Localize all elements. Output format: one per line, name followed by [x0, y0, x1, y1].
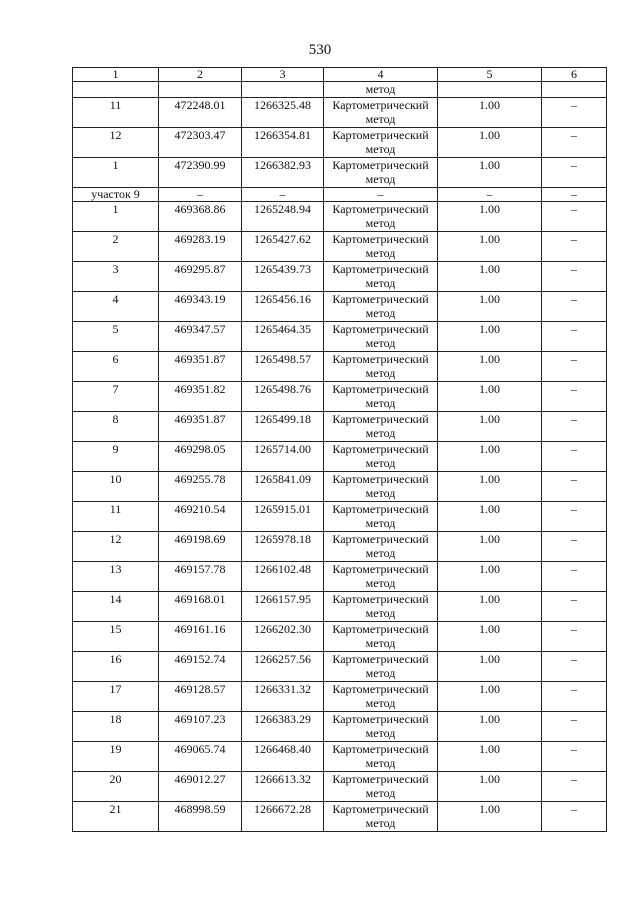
point-number: 21 [73, 802, 159, 832]
accuracy-cell: 1.00 [438, 322, 542, 352]
point-number: 3 [73, 262, 159, 292]
method-line-1: Картометрический [332, 322, 429, 336]
method-line-2: метод [365, 216, 396, 230]
method-cell [324, 128, 438, 158]
table-row [73, 202, 607, 232]
method-line-2: метод [365, 112, 396, 126]
point-number: 14 [73, 592, 159, 622]
method-line-2: метод [365, 366, 396, 380]
note-cell: – [542, 712, 607, 742]
method-line-2: метод [365, 246, 396, 260]
method-cell [324, 622, 438, 652]
table-row [73, 232, 607, 262]
table-row [73, 158, 607, 188]
method-cell [324, 532, 438, 562]
table-row [73, 682, 607, 712]
method-cell [324, 158, 438, 188]
method-line-2: метод [365, 786, 396, 800]
method-line-2: метод [365, 336, 396, 350]
point-number: 1 [73, 158, 159, 188]
method-line-1: Картометрический [332, 128, 429, 142]
table-row [73, 98, 607, 128]
method-line-1: Картометрический [332, 712, 429, 726]
accuracy-cell: 1.00 [438, 382, 542, 412]
coordinate-x: 469157.78 [159, 562, 242, 592]
accuracy-cell: 1.00 [438, 802, 542, 832]
table-row [73, 382, 607, 412]
method-line-1: Картометрический [332, 352, 429, 366]
table-row [73, 472, 607, 502]
table-row [73, 592, 607, 622]
table-row [73, 802, 607, 832]
method-line-1: Картометрический [332, 622, 429, 636]
coordinate-x: 469368.86 [159, 202, 242, 232]
coordinate-y: 1266468.40 [242, 742, 324, 772]
coordinate-y: 1265978.18 [242, 532, 324, 562]
coordinate-y: 1265439.73 [242, 262, 324, 292]
note-cell: – [542, 128, 607, 158]
note-cell: – [542, 562, 607, 592]
method-line-2: метод [365, 576, 396, 590]
table-row [73, 352, 607, 382]
table-row [73, 128, 607, 158]
coordinate-y: 1265915.01 [242, 502, 324, 532]
method-cell [324, 802, 438, 832]
method-line-1: Картометрический [332, 292, 429, 306]
accuracy-cell: 1.00 [438, 472, 542, 502]
coordinate-y: 1266325.48 [242, 98, 324, 128]
method-cell [324, 592, 438, 622]
method-cell [324, 292, 438, 322]
coordinate-y: 1265456.16 [242, 292, 324, 322]
coordinate-y: 1265498.57 [242, 352, 324, 382]
note-cell: – [542, 802, 607, 832]
coordinate-x: 472390.99 [159, 158, 242, 188]
method-line-2: метод [365, 486, 396, 500]
coordinate-x: 469065.74 [159, 742, 242, 772]
method-cell [324, 652, 438, 682]
column-number-row [73, 68, 607, 82]
note-cell: – [542, 502, 607, 532]
coordinate-x: 469161.16 [159, 622, 242, 652]
coordinate-y: 1265248.94 [242, 202, 324, 232]
note-cell: – [542, 682, 607, 712]
method-cell [324, 202, 438, 232]
point-number: 1 [73, 202, 159, 232]
section-dash: – [242, 188, 324, 202]
note-cell: – [542, 158, 607, 188]
note-cell: – [542, 292, 607, 322]
point-number: 10 [73, 472, 159, 502]
coordinate-x: 469283.19 [159, 232, 242, 262]
method-line-2: метод [365, 816, 396, 830]
coordinate-y: 1265499.18 [242, 412, 324, 442]
coordinate-y: 1265427.62 [242, 232, 324, 262]
section-dash: – [159, 188, 242, 202]
method-cell [324, 742, 438, 772]
point-number: 7 [73, 382, 159, 412]
column-number: 3 [242, 68, 324, 82]
coordinate-x: 469343.19 [159, 292, 242, 322]
point-number: 17 [73, 682, 159, 712]
section-label: участок 9 [73, 188, 159, 202]
method-cell [324, 472, 438, 502]
coordinate-y: 1265464.35 [242, 322, 324, 352]
method-line-2: метод [365, 666, 396, 680]
coordinate-x: 469012.27 [159, 772, 242, 802]
method-line-1: Картометрический [332, 562, 429, 576]
point-number: 9 [73, 442, 159, 472]
accuracy-cell: 1.00 [438, 562, 542, 592]
method-line-1: Картометрический [332, 682, 429, 696]
empty-cell [159, 82, 242, 98]
point-number: 2 [73, 232, 159, 262]
method-line-2: метод [365, 172, 396, 186]
method-line-1: Картометрический [332, 382, 429, 396]
coordinate-x: 469198.69 [159, 532, 242, 562]
coordinate-x: 469295.87 [159, 262, 242, 292]
note-cell: – [542, 652, 607, 682]
accuracy-cell: 1.00 [438, 98, 542, 128]
point-number: 11 [73, 502, 159, 532]
coordinate-y: 1266382.93 [242, 158, 324, 188]
coordinate-x: 472303.47 [159, 128, 242, 158]
method-line-1: Картометрический [332, 98, 429, 112]
method-cell [324, 772, 438, 802]
column-number: 2 [159, 68, 242, 82]
point-number: 8 [73, 412, 159, 442]
coordinate-x: 469255.78 [159, 472, 242, 502]
note-cell: – [542, 622, 607, 652]
note-cell: – [542, 442, 607, 472]
section-dash: – [542, 188, 607, 202]
note-cell: – [542, 532, 607, 562]
note-cell: – [542, 772, 607, 802]
coordinate-y: 1266157.95 [242, 592, 324, 622]
coordinate-y: 1266257.56 [242, 652, 324, 682]
method-cell [324, 322, 438, 352]
empty-cell [73, 82, 159, 98]
accuracy-cell: 1.00 [438, 262, 542, 292]
method-cell [324, 412, 438, 442]
method-cell [324, 98, 438, 128]
table-row [73, 532, 607, 562]
accuracy-cell: 1.00 [438, 352, 542, 382]
point-number: 13 [73, 562, 159, 592]
table-row [73, 712, 607, 742]
method-line-1: Картометрический [332, 472, 429, 486]
page-number: 530 [308, 42, 332, 58]
method-cell [324, 442, 438, 472]
section-dash: – [324, 188, 438, 202]
coordinate-x: 469298.05 [159, 442, 242, 472]
method-cell [324, 562, 438, 592]
accuracy-cell: 1.00 [438, 442, 542, 472]
method-line-1: Картометрический [332, 502, 429, 516]
coordinate-x: 469351.87 [159, 352, 242, 382]
accuracy-cell: 1.00 [438, 532, 542, 562]
accuracy-cell: 1.00 [438, 742, 542, 772]
point-number: 11 [73, 98, 159, 128]
coordinate-x: 468998.59 [159, 802, 242, 832]
accuracy-cell: 1.00 [438, 158, 542, 188]
point-number: 12 [73, 532, 159, 562]
continuation-row [73, 82, 607, 98]
method-cell [324, 502, 438, 532]
method-line-1: Картометрический [332, 412, 429, 426]
method-cell: метод [324, 82, 438, 98]
coordinate-x: 469152.74 [159, 652, 242, 682]
point-number: 19 [73, 742, 159, 772]
coordinate-x: 469347.57 [159, 322, 242, 352]
method-line-1: Картометрический [332, 262, 429, 276]
method-line-2: метод [365, 756, 396, 770]
coordinate-x: 469107.23 [159, 712, 242, 742]
coordinate-y: 1266331.32 [242, 682, 324, 712]
note-cell: – [542, 472, 607, 502]
note-cell: – [542, 262, 607, 292]
method-line-1: Картометрический [332, 532, 429, 546]
accuracy-cell: 1.00 [438, 412, 542, 442]
accuracy-cell: 1.00 [438, 128, 542, 158]
table-row [73, 262, 607, 292]
point-number: 18 [73, 712, 159, 742]
accuracy-cell: 1.00 [438, 772, 542, 802]
accuracy-cell: 1.00 [438, 202, 542, 232]
coordinate-x: 469210.54 [159, 502, 242, 532]
accuracy-cell: 1.00 [438, 502, 542, 532]
note-cell: – [542, 742, 607, 772]
point-number: 12 [73, 128, 159, 158]
note-cell: – [542, 352, 607, 382]
table-row [73, 322, 607, 352]
point-number: 4 [73, 292, 159, 322]
method-cell [324, 382, 438, 412]
column-number: 1 [73, 68, 159, 82]
method-line-1: Картометрический [332, 442, 429, 456]
table-row [73, 742, 607, 772]
method-cell [324, 262, 438, 292]
method-line-1: Картометрический [332, 158, 429, 172]
table-row [73, 292, 607, 322]
coordinate-y: 1266202.30 [242, 622, 324, 652]
table-row [73, 502, 607, 532]
coordinate-x: 469351.87 [159, 412, 242, 442]
method-line-2: метод [365, 546, 396, 560]
method-line-1: Картометрический [332, 202, 429, 216]
point-number: 5 [73, 322, 159, 352]
point-number: 20 [73, 772, 159, 802]
accuracy-cell: 1.00 [438, 592, 542, 622]
note-cell: – [542, 592, 607, 622]
method-cell [324, 352, 438, 382]
note-cell: – [542, 232, 607, 262]
accuracy-cell: 1.00 [438, 292, 542, 322]
method-line-2: метод [365, 426, 396, 440]
coordinate-y: 1266354.81 [242, 128, 324, 158]
method-line-1: Картометрический [332, 802, 429, 816]
note-cell: – [542, 382, 607, 412]
accuracy-cell: 1.00 [438, 712, 542, 742]
table-row [73, 772, 607, 802]
accuracy-cell: 1.00 [438, 682, 542, 712]
accuracy-cell: 1.00 [438, 232, 542, 262]
coordinate-y: 1265841.09 [242, 472, 324, 502]
table-row [73, 652, 607, 682]
note-cell: – [542, 98, 607, 128]
accuracy-cell: 1.00 [438, 622, 542, 652]
point-number: 15 [73, 622, 159, 652]
coordinate-x: 469168.01 [159, 592, 242, 622]
method-line-1: Картометрический [332, 652, 429, 666]
method-line-1: Картометрический [332, 592, 429, 606]
method-line-1: Картометрический [332, 232, 429, 246]
point-number: 6 [73, 352, 159, 382]
coordinate-y: 1266613.32 [242, 772, 324, 802]
accuracy-cell: 1.00 [438, 652, 542, 682]
note-cell: – [542, 322, 607, 352]
column-number: 4 [324, 68, 438, 82]
coordinate-x: 472248.01 [159, 98, 242, 128]
table-row [73, 412, 607, 442]
table-row [73, 442, 607, 472]
column-number: 6 [542, 68, 607, 82]
coordinate-y: 1266383.29 [242, 712, 324, 742]
method-line-1: Картометрический [332, 742, 429, 756]
method-line-2: метод [365, 636, 396, 650]
method-line-2: метод [365, 306, 396, 320]
method-cell [324, 682, 438, 712]
empty-cell [542, 82, 607, 98]
method-line-2: метод [365, 516, 396, 530]
method-cell [324, 232, 438, 262]
section-row [73, 188, 607, 202]
coordinate-y: 1265714.00 [242, 442, 324, 472]
point-number: 16 [73, 652, 159, 682]
method-cell [324, 712, 438, 742]
table-row [73, 622, 607, 652]
coordinate-y: 1266102.48 [242, 562, 324, 592]
table-row [73, 562, 607, 592]
method-line-2: метод [365, 606, 396, 620]
note-cell: – [542, 412, 607, 442]
section-dash: – [438, 188, 542, 202]
coordinates-table [72, 67, 607, 832]
coordinate-x: 469351.82 [159, 382, 242, 412]
method-line-1: Картометрический [332, 772, 429, 786]
coordinate-x: 469128.57 [159, 682, 242, 712]
empty-cell [242, 82, 324, 98]
method-line-2: метод [365, 456, 396, 470]
method-line-2: метод [365, 276, 396, 290]
empty-cell [438, 82, 542, 98]
method-line-2: метод [365, 696, 396, 710]
coordinate-y: 1265498.76 [242, 382, 324, 412]
method-line-2: метод [365, 726, 396, 740]
method-line-2: метод [365, 396, 396, 410]
column-number: 5 [438, 68, 542, 82]
coordinate-y: 1266672.28 [242, 802, 324, 832]
method-line-2: метод [365, 142, 396, 156]
note-cell: – [542, 202, 607, 232]
